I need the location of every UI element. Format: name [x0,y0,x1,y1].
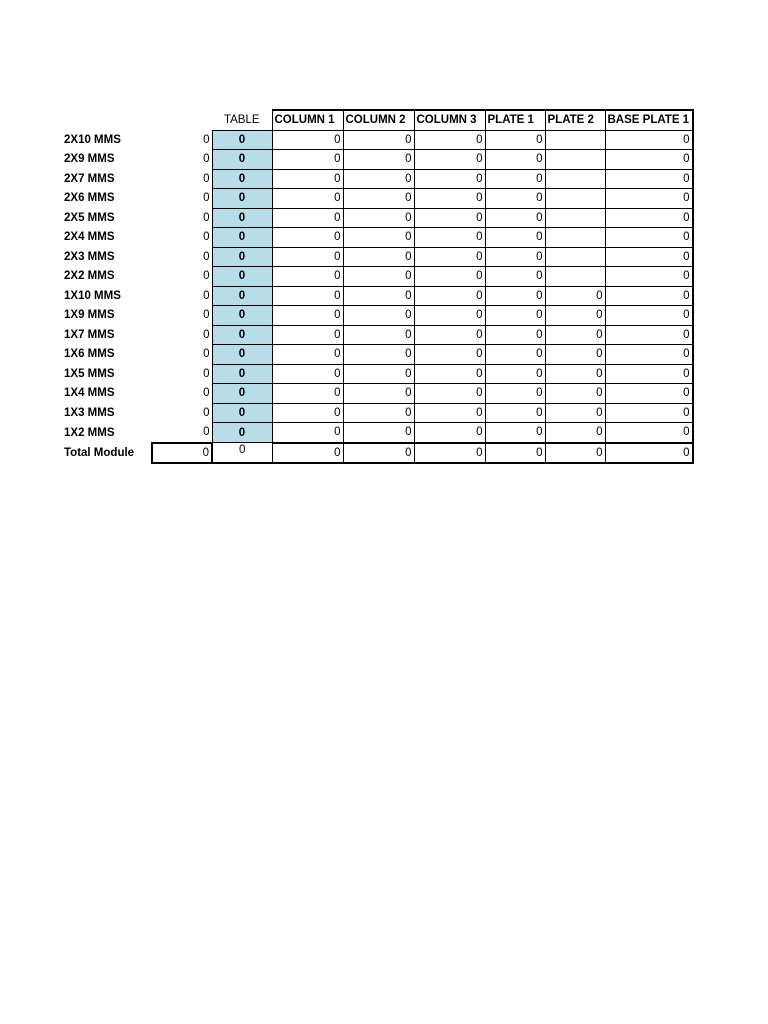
column-3-cell[interactable]: 0 [414,306,485,326]
base-plate-1-cell[interactable]: 0 [605,364,693,384]
header-column-2[interactable]: COLUMN 2 [343,110,414,130]
table-row [62,364,693,384]
row-label[interactable]: 2X10 MMS [64,133,121,146]
table-row [62,169,693,189]
plate-2-cell[interactable] [545,247,605,267]
column-1-cell[interactable]: 0 [272,130,343,150]
row-label[interactable]: 1X9 MMS [64,309,115,322]
count-cell[interactable]: 0 [203,250,210,263]
column-3-cell[interactable]: 0 [414,247,485,267]
plate-1-cell[interactable]: 0 [485,286,545,306]
column-3-cell[interactable]: 0 [414,150,485,170]
header-blank-label [62,110,152,130]
column-2-cell[interactable]: 0 [343,247,414,267]
plate-1-cell[interactable]: 0 [485,130,545,150]
plate-2-cell[interactable]: 0 [545,286,605,306]
plate-2-cell[interactable]: 0 [545,325,605,345]
table-row [62,247,693,267]
table-cell[interactable]: 0 [212,423,272,443]
table-row [62,345,693,365]
count-cell[interactable]: 0 [203,172,210,185]
header-row [62,110,693,130]
column-3-cell[interactable]: 0 [414,208,485,228]
column-1-cell[interactable]: 0 [272,208,343,228]
column-2-cell[interactable]: 0 [343,150,414,170]
table-cell[interactable]: 0 [212,267,272,287]
column-2-cell[interactable]: 0 [343,364,414,384]
plate-1-cell[interactable]: 0 [485,150,545,170]
plate-2-cell[interactable] [545,267,605,287]
base-plate-1-cell[interactable]: 0 [605,247,693,267]
column-2-cell[interactable]: 0 [343,423,414,443]
column-3-cell[interactable]: 0 [414,130,485,150]
plate-1-cell[interactable]: 0 [485,267,545,287]
table-row [62,286,693,306]
base-plate-1-cell[interactable]: 0 [605,384,693,404]
table-cell[interactable]: 0 [212,247,272,267]
column-2-cell[interactable]: 0 [343,306,414,326]
count-cell[interactable]: 0 [203,348,210,361]
plate-1-cell[interactable]: 0 [485,364,545,384]
base-plate-1-cell[interactable]: 0 [605,130,693,150]
header-column-3[interactable]: COLUMN 3 [414,110,485,130]
table-cell[interactable]: 0 [212,228,272,248]
column-3-cell[interactable]: 0 [414,267,485,287]
plate-2-cell[interactable] [545,150,605,170]
column-1-cell[interactable]: 0 [272,228,343,248]
plate-2-cell[interactable]: 0 [545,384,605,404]
table-cell[interactable]: 0 [212,364,272,384]
column-3-cell[interactable]: 0 [414,189,485,209]
row-label[interactable]: 2X9 MMS [64,153,115,166]
header-table[interactable]: TABLE [223,113,260,126]
table-body [62,130,693,443]
plate-1-cell[interactable]: 0 [485,189,545,209]
column-1-cell[interactable]: 0 [272,384,343,404]
row-label[interactable]: 1X10 MMS [64,289,121,302]
table-cell[interactable]: 0 [212,150,272,170]
table-cell[interactable]: 0 [212,189,272,209]
base-plate-1-cell[interactable]: 0 [605,306,693,326]
column-1-cell[interactable]: 0 [272,247,343,267]
table-cell[interactable]: 0 [212,169,272,189]
plate-1-cell[interactable]: 0 [485,247,545,267]
count-cell[interactable]: 0 [203,367,210,380]
table-row [62,130,693,150]
row-label[interactable]: 1X6 MMS [64,348,115,361]
row-label[interactable]: 1X7 MMS [64,328,115,341]
header-base-plate-1[interactable]: BASE PLATE 1 [605,110,693,130]
column-1-cell[interactable]: 0 [272,345,343,365]
base-plate-1-cell[interactable]: 0 [605,403,693,423]
row-label[interactable]: 2X4 MMS [64,231,115,244]
column-3-cell[interactable]: 0 [414,364,485,384]
column-3-cell[interactable]: 0 [414,228,485,248]
table-cell[interactable]: 0 [212,130,272,150]
plate-1-cell[interactable]: 0 [485,345,545,365]
row-label[interactable]: 2X5 MMS [64,211,115,224]
table-cell[interactable]: 0 [212,384,272,404]
plate-1-cell[interactable]: 0 [485,169,545,189]
plate-2-cell[interactable]: 0 [545,364,605,384]
column-2-cell[interactable]: 0 [343,325,414,345]
plate-1-cell[interactable]: 0 [485,423,545,443]
header-plate-2[interactable]: PLATE 2 [545,110,605,130]
count-cell[interactable]: 0 [203,289,210,302]
table-row [62,150,693,170]
total-label[interactable]: Total Module [64,446,135,459]
base-plate-1-cell[interactable]: 0 [605,208,693,228]
table-row [62,208,693,228]
table-cell[interactable]: 0 [212,325,272,345]
count-cell[interactable]: 0 [203,133,210,146]
table-cell[interactable]: 0 [212,208,272,228]
column-1-cell[interactable]: 0 [272,267,343,287]
column-2-cell[interactable]: 0 [343,130,414,150]
base-plate-1-cell[interactable]: 0 [605,286,693,306]
row-label[interactable]: 1X4 MMS [64,387,115,400]
column-2-cell[interactable]: 0 [343,189,414,209]
total-plate-2-cell[interactable]: 0 [545,443,605,464]
plate-2-cell[interactable]: 0 [545,403,605,423]
count-cell[interactable]: 0 [203,309,210,322]
plate-2-cell[interactable] [545,130,605,150]
plate-2-cell[interactable] [545,208,605,228]
column-1-cell[interactable]: 0 [272,150,343,170]
row-label[interactable]: 1X3 MMS [64,406,115,419]
count-cell[interactable]: 0 [203,426,210,438]
base-plate-1-cell[interactable]: 0 [605,228,693,248]
column-3-cell[interactable]: 0 [414,325,485,345]
total-count-cell[interactable]: 0 [152,443,212,464]
column-3-cell[interactable]: 0 [414,423,485,443]
base-plate-1-cell[interactable]: 0 [605,267,693,287]
count-cell[interactable]: 0 [203,328,210,341]
base-plate-1-cell[interactable]: 0 [605,345,693,365]
total-table-cell[interactable]: 0 [212,443,272,464]
table-cell[interactable]: 0 [212,345,272,365]
total-base-plate-1-cell[interactable]: 0 [605,443,693,464]
table-row [62,325,693,345]
count-cell[interactable]: 0 [203,231,210,244]
column-2-cell[interactable]: 0 [343,169,414,189]
plate-1-cell[interactable]: 0 [485,384,545,404]
column-2-cell[interactable]: 0 [343,228,414,248]
table-row [62,403,693,423]
plate-2-cell[interactable]: 0 [545,423,605,443]
plate-2-cell[interactable] [545,189,605,209]
count-cell[interactable]: 0 [203,387,210,400]
header-blank-count [152,110,212,130]
column-1-cell[interactable]: 0 [272,169,343,189]
base-plate-1-cell[interactable]: 0 [605,325,693,345]
row-label[interactable]: 1X2 MMS [64,426,115,439]
column-2-cell[interactable]: 0 [343,267,414,287]
column-1-cell[interactable]: 0 [272,286,343,306]
column-2-cell[interactable]: 0 [343,384,414,404]
row-label[interactable]: 2X2 MMS [64,270,115,283]
table-row [62,189,693,209]
column-3-cell[interactable]: 0 [414,403,485,423]
total-column-2-cell[interactable]: 0 [343,443,414,464]
plate-2-cell[interactable] [545,169,605,189]
base-plate-1-cell[interactable]: 0 [605,189,693,209]
table-cell[interactable]: 0 [212,403,272,423]
count-cell[interactable]: 0 [203,406,210,419]
header-plate-1[interactable]: PLATE 1 [485,110,545,130]
row-label[interactable]: 1X5 MMS [64,367,115,380]
base-plate-1-cell[interactable]: 0 [605,169,693,189]
total-row [62,443,693,464]
plate-2-cell[interactable] [545,228,605,248]
plate-2-cell[interactable]: 0 [545,345,605,365]
column-2-cell[interactable]: 0 [343,208,414,228]
row-label[interactable]: 2X6 MMS [64,192,115,205]
table-cell[interactable]: 0 [212,306,272,326]
total-column-1-cell[interactable]: 0 [272,443,343,464]
count-cell[interactable]: 0 [203,192,210,205]
row-label[interactable]: 2X3 MMS [64,250,115,263]
plate-2-cell[interactable]: 0 [545,306,605,326]
column-3-cell[interactable]: 0 [414,384,485,404]
module-table [62,109,694,464]
plate-1-cell[interactable]: 0 [485,228,545,248]
column-1-cell[interactable]: 0 [272,306,343,326]
table-cell[interactable]: 0 [212,286,272,306]
spreadsheet [62,109,694,464]
plate-1-cell[interactable]: 0 [485,325,545,345]
column-1-cell[interactable]: 0 [272,189,343,209]
column-2-cell[interactable]: 0 [343,286,414,306]
count-cell[interactable]: 0 [203,153,210,166]
column-1-cell[interactable]: 0 [272,403,343,423]
count-cell[interactable]: 0 [203,270,210,283]
total-column-3-cell[interactable]: 0 [414,443,485,464]
column-3-cell[interactable]: 0 [414,286,485,306]
table-row [62,423,693,443]
base-plate-1-cell[interactable]: 0 [605,423,693,443]
column-1-cell[interactable]: 0 [272,364,343,384]
table-row [62,306,693,326]
column-1-cell[interactable]: 0 [272,325,343,345]
table-row [62,267,693,287]
plate-1-cell[interactable]: 0 [485,403,545,423]
row-label[interactable]: 2X7 MMS [64,172,115,185]
header-column-1[interactable]: COLUMN 1 [272,110,343,130]
table-row [62,384,693,404]
plate-1-cell[interactable]: 0 [485,208,545,228]
column-2-cell[interactable]: 0 [343,403,414,423]
count-cell[interactable]: 0 [203,211,210,224]
total-plate-1-cell[interactable]: 0 [485,443,545,464]
column-3-cell[interactable]: 0 [414,345,485,365]
plate-1-cell[interactable]: 0 [485,306,545,326]
column-1-cell[interactable]: 0 [272,423,343,443]
column-2-cell[interactable]: 0 [343,345,414,365]
column-3-cell[interactable]: 0 [414,169,485,189]
base-plate-1-cell[interactable]: 0 [605,150,693,170]
table-row [62,228,693,248]
